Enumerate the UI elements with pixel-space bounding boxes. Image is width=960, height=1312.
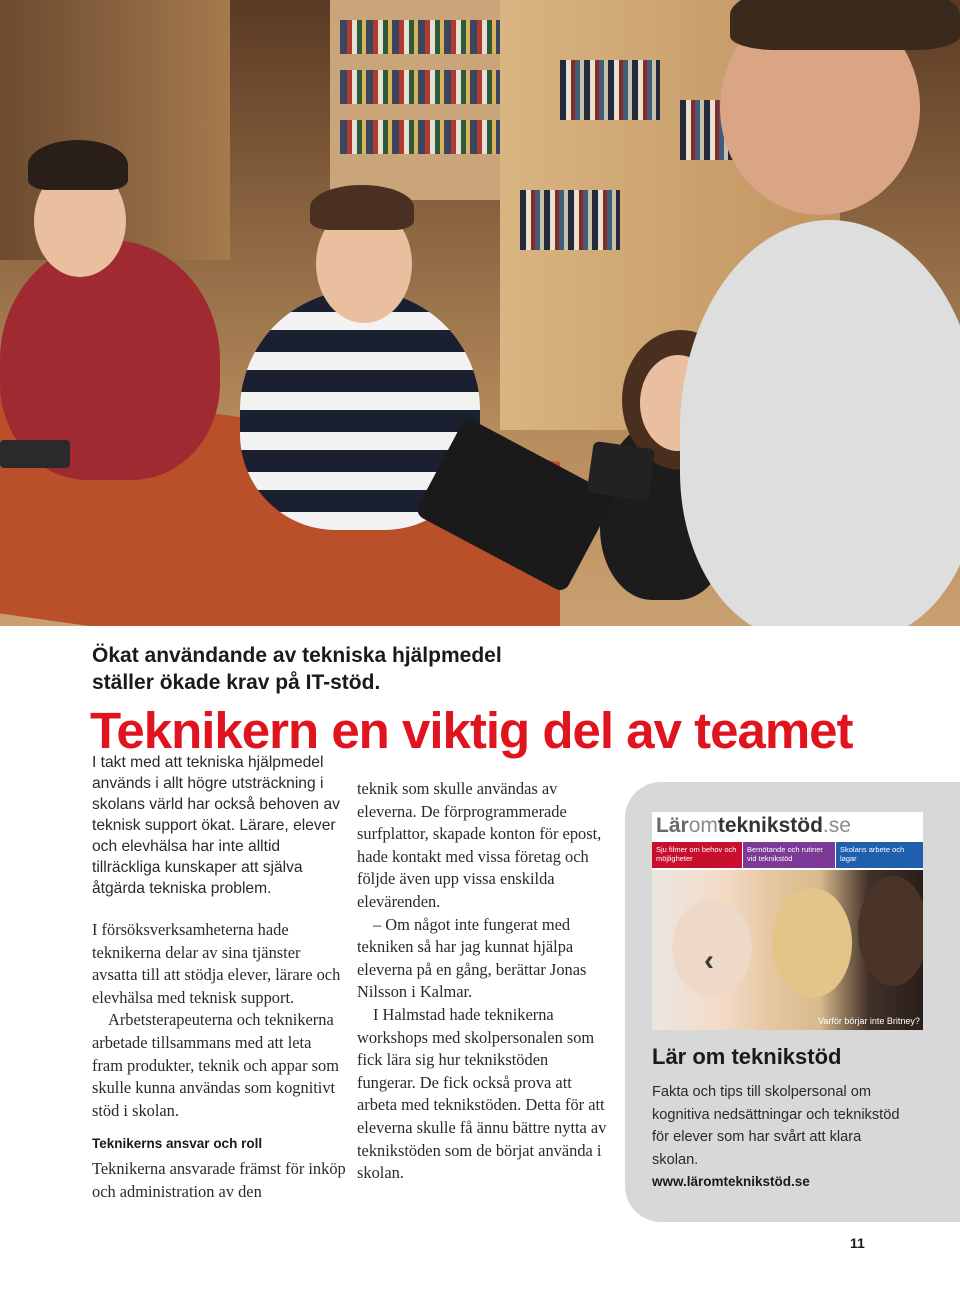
sidebar-text: Fakta och tips till skolpersonal om kognitiva nedsättningar och teknikstöd för elever som har svårt att klara skolan. <box>652 1084 900 1168</box>
body-paragraph: teknik som skulle användas av eleverna. De förprogrammerade surfplattor, skapade konton för epost, hade kontakt med vissa företag och följde även upp vissa enskilda elevärenden. <box>357 779 602 911</box>
body-paragraph: Teknikerna ansvarade främst för inköp och administration av den <box>92 1159 346 1201</box>
body-paragraph: I försöksverksamheterna hade teknikerna delar av sina tjänster avsatta till att stödja elever, lärare och elevhälsa med teknisk support. <box>92 920 341 1007</box>
site-menu-films[interactable]: Sju filmer om behov och möjligheter <box>652 842 742 868</box>
subtitle-line: ställer ökade krav på IT-stöd. <box>92 671 381 694</box>
hero-photo <box>0 0 960 626</box>
body-paragraph: I Halmstad hade teknikerna workshops med skolpersonalen som fick lära sig hur teknikstöden fungerar. De fick också prova att arbeta med teknikstöden. Detta för att eleverna skulle få ännu bättre nytta av teknikstöden som de börjat använda i skolan. <box>357 1004 607 1183</box>
site-banner-image <box>652 870 923 1030</box>
book-row <box>340 20 510 54</box>
student-hair <box>310 185 414 230</box>
banner-hair <box>772 888 852 998</box>
logo-text: .se <box>822 814 851 837</box>
page-number: 11 <box>850 1235 865 1251</box>
quote-paragraph: – Om något inte fungerat med tekniken så har jag kunnat hjälpa eleverna på en gång, berättar Jonas Nilsson i Kalmar. <box>357 914 587 1002</box>
book-row <box>520 190 620 250</box>
technician-hair <box>730 0 960 50</box>
sidebar-url[interactable]: www.läromteknikstöd.se <box>652 1174 810 1189</box>
sidebar-title: Lär om teknikstöd <box>652 1044 842 1069</box>
article-subtitle <box>92 642 502 696</box>
logo-text: om <box>688 814 718 837</box>
site-menu-routines[interactable]: Bemötande och rutiner vid teknikstöd <box>743 842 835 868</box>
banner-face <box>858 876 923 986</box>
site-menu-school-laws[interactable]: Skolans arbete och lagar <box>836 842 923 868</box>
site-logo <box>656 814 851 838</box>
lead-paragraph: I takt med att tekniska hjälpmedel används i allt högre utsträckning i skolans värld har också behoven av teknisk support ökat. Lärare, elever och elevhälsa har inte alltid tillräckliga kunskaper att själva åtgärda tekniska problem. <box>92 754 340 897</box>
section-subheading: Teknikerns ansvar och roll <box>92 1136 263 1152</box>
student-hair <box>28 140 128 190</box>
article-headline: Teknikern en viktig del av teamet <box>90 702 853 759</box>
subtitle-line: Ökat användande av tekniska hjälpmedel <box>92 644 502 667</box>
banner-caption: Varför börjar inte Britney? <box>818 1016 920 1026</box>
logo-text: Lär <box>656 814 689 837</box>
article-column-1 <box>92 752 346 1204</box>
book-row <box>340 70 510 104</box>
article-column-2 <box>357 778 607 1185</box>
chevron-left-icon[interactable]: ‹ <box>704 944 714 977</box>
tablet-device <box>0 440 70 468</box>
logo-text: teknikstöd <box>717 814 823 837</box>
website-screenshot <box>652 812 923 1030</box>
book-row <box>560 60 660 120</box>
tablet-device <box>587 441 656 501</box>
body-paragraph: Arbetsterapeuterna och teknikerna arbetade tillsammans med att leta fram produkter, teknik och appar som skulle kunna användas som kognitivt stöd i skolan. <box>92 1010 339 1120</box>
book-row <box>340 120 510 154</box>
